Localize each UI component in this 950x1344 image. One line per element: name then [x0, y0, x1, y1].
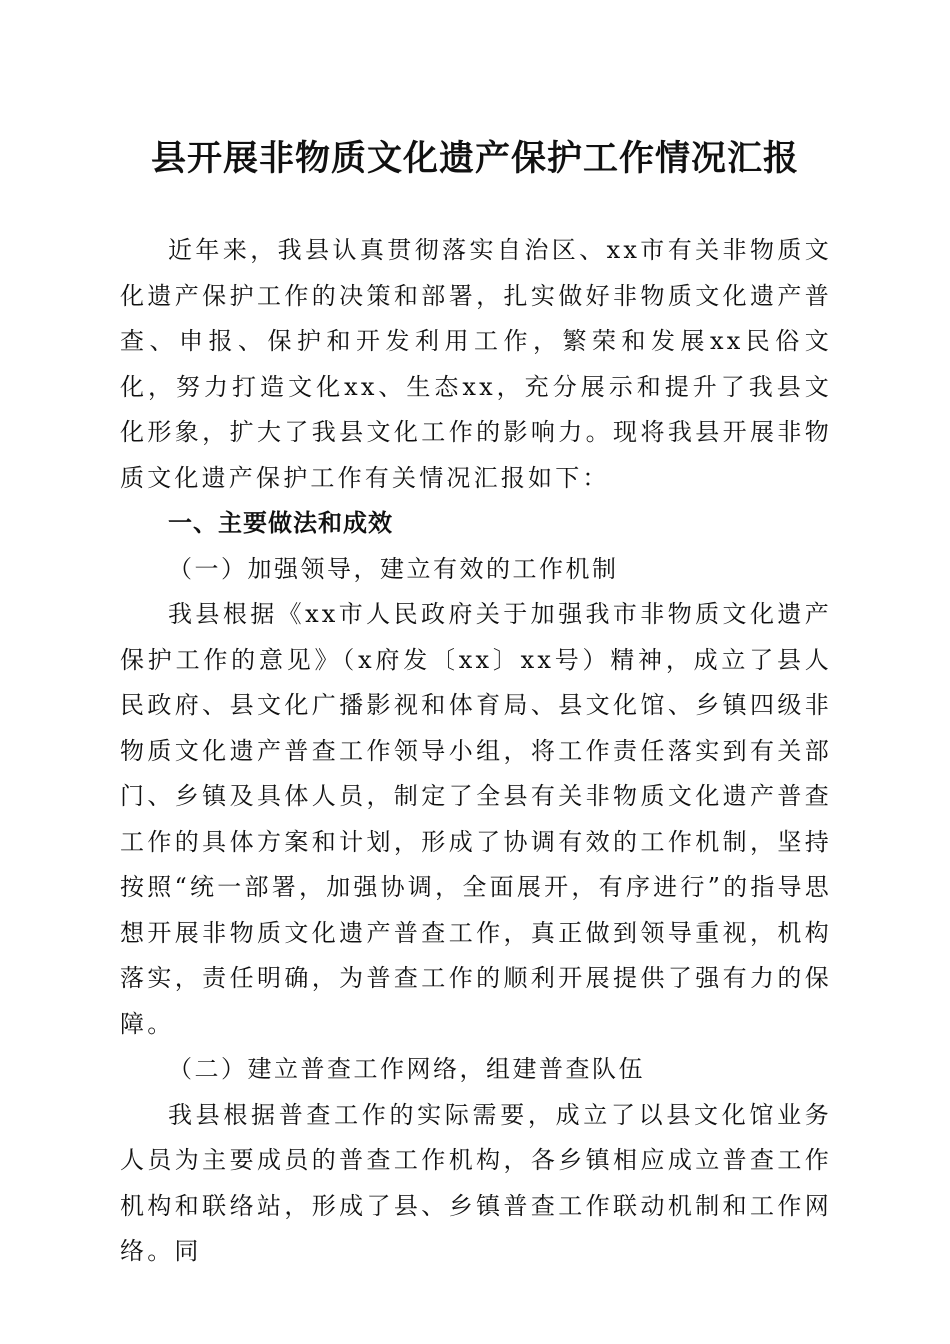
- subsection-1-paragraph: 我县根据《xx市人民政府关于加强我市非物质文化遗产保护工作的意见》（x府发〔xx〕xx号）精神，成立了县人民政府、县文化广播影视和体育局、县文化馆、乡镇四级非物质文化遗产普查工作领导小组，将工作责任落实到有关部门、乡镇及具体人员，制定了全县有关非物质文化遗产普查工作的具体方案和计划，形成了协调有效的工作机制，坚持按照“统一部署，加强协调，全面展开，有序进行”的指导思想开展非物质文化遗产普查工作，真正做到领导重视，机构落实，责任明确，为普查工作的顺利开展提供了强有力的保障。: [120, 600, 832, 1038]
- document-body: [120, 228, 832, 1275]
- section-heading-1: 一、主要做法和成效: [168, 509, 393, 537]
- intro-paragraph: 近年来，我县认真贯彻落实自治区、xx市有关非物质文化遗产保护工作的决策和部署，扎实做好非物质文化遗产普查、申报、保护和开发利用工作，繁荣和发展xx民俗文化，努力打造文化xx、生态xx，充分展示和提升了我县文化形象，扩大了我县文化工作的影响力。现将我县开展非物质文化遗产保护工作有关情况汇报如下：: [120, 236, 832, 492]
- subsection-heading-1: （一）加强领导，建立有效的工作机制: [168, 554, 619, 583]
- subsection-heading-2: （二）建立普查工作网络，组建普查队伍: [168, 1055, 645, 1083]
- subsection-2-paragraph: 我县根据普查工作的实际需要，成立了以县文化馆业务人员为主要成员的普查工作机构，各乡镇相应成立普查工作机构和联络站，形成了县、乡镇普查工作联动机制和工作网络。同: [120, 1100, 832, 1265]
- document-title: 县开展非物质文化遗产保护工作情况汇报: [150, 138, 799, 179]
